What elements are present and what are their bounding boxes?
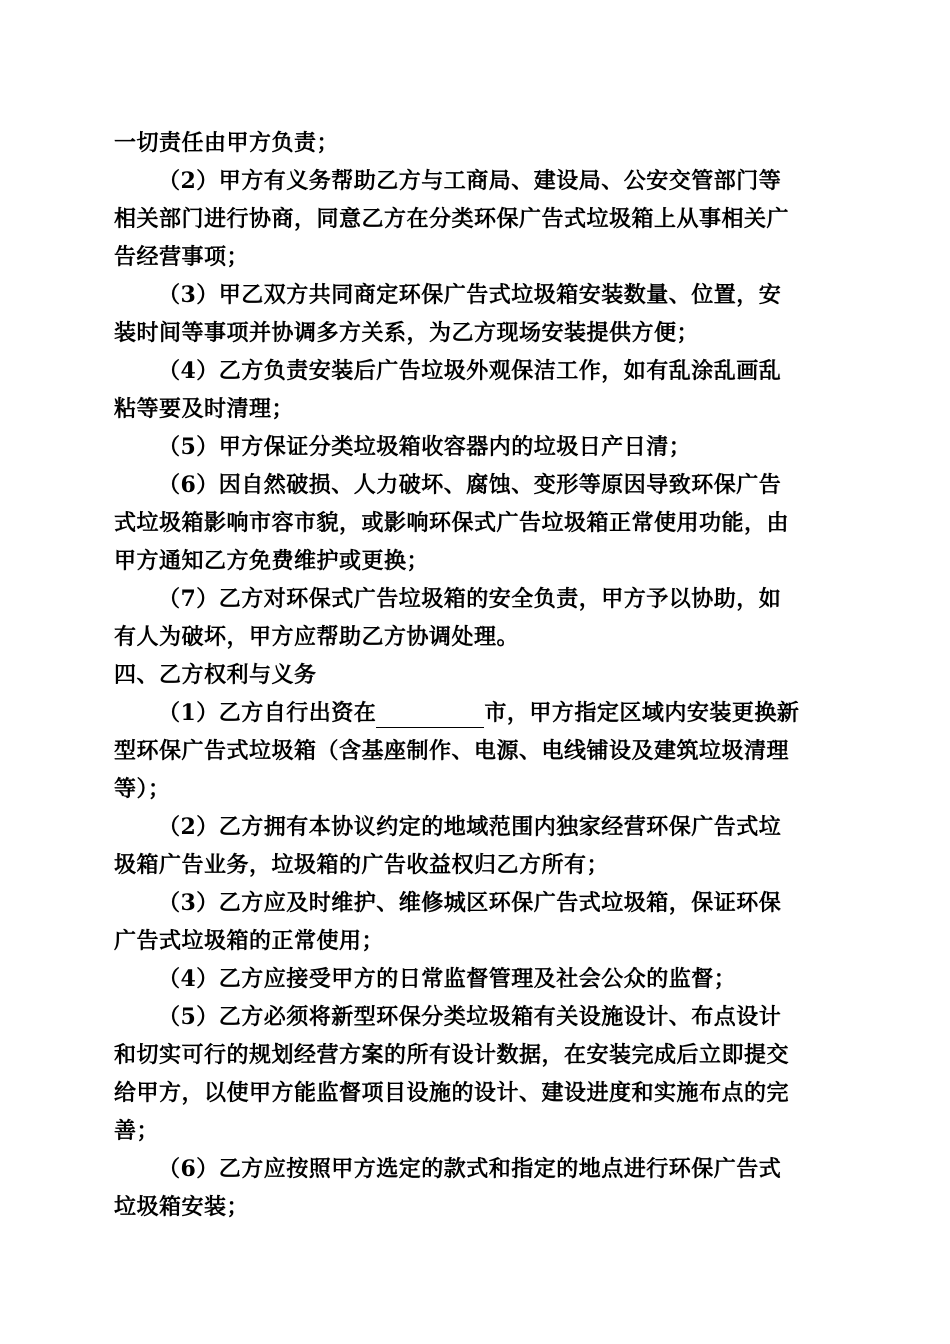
text-line: 装时间等事项并协调多方关系，为乙方现场安装提供方便； bbox=[114, 320, 700, 346]
text-line: （4）乙方负责安装后广告垃圾外观保洁工作，如有乱涂乱画乱 bbox=[158, 358, 782, 384]
text-line: （4）乙方应接受甲方的日常监督管理及社会公众的监督； bbox=[158, 966, 737, 992]
text-line: 圾箱广告业务，垃圾箱的广告收益权归乙方所有； bbox=[114, 852, 610, 878]
text-line: （3）甲乙双方共同商定环保广告式垃圾箱安装数量、位置，安 bbox=[158, 282, 782, 308]
text-line: 给甲方，以使甲方能监督项目设施的设计、建设进度和实施布点的完 bbox=[114, 1080, 790, 1106]
text-line: 广告式垃圾箱的正常使用； bbox=[114, 928, 385, 954]
text-line: 甲方通知乙方免费维护或更换； bbox=[114, 548, 430, 574]
text-line: （6）乙方应按照甲方选定的款式和指定的地点进行环保广告式 bbox=[158, 1156, 782, 1182]
text-line: 告经营事项； bbox=[114, 244, 250, 270]
text-line: （2）甲方有义务帮助乙方与工商局、建设局、公安交管部门等 bbox=[158, 168, 782, 194]
text-segment: 市，甲方指定区域内安装更换新 bbox=[484, 700, 800, 726]
text-line: 等）； bbox=[114, 776, 171, 802]
fill-in-blank bbox=[376, 703, 484, 728]
text-line: （5）乙方必须将新型环保分类垃圾箱有关设施设计、布点设计 bbox=[158, 1004, 782, 1030]
text-segment: （1）乙方自行出资在 bbox=[158, 700, 377, 726]
text-line: 一切责任由甲方负责； bbox=[114, 130, 340, 156]
text-line bbox=[158, 698, 799, 728]
text-line: 有人为破坏，甲方应帮助乙方协调处理。 bbox=[114, 624, 520, 650]
text-line: 和切实可行的规划经营方案的所有设计数据，在安装完成后立即提交 bbox=[114, 1042, 790, 1068]
text-line: 粘等要及时清理； bbox=[114, 396, 295, 422]
section-heading: 四、乙方权利与义务 bbox=[114, 662, 317, 688]
text-line: 垃圾箱安装； bbox=[114, 1194, 250, 1220]
text-line: 型环保广告式垃圾箱（含基座制作、电源、电线铺设及建筑垃圾清理 bbox=[114, 738, 790, 764]
text-line: （3）乙方应及时维护、维修城区环保广告式垃圾箱，保证环保 bbox=[158, 890, 782, 916]
text-line: （7）乙方对环保式广告垃圾箱的安全负责，甲方予以协助，如 bbox=[158, 586, 782, 612]
text-line: 相关部门进行协商，同意乙方在分类环保广告式垃圾箱上从事相关广 bbox=[114, 206, 790, 232]
text-line: （6）因自然破损、人力破坏、腐蚀、变形等原因导致环保广告 bbox=[158, 472, 782, 498]
text-line: 善； bbox=[114, 1118, 160, 1144]
text-line: （2）乙方拥有本协议约定的地域范围内独家经营环保广告式垃 bbox=[158, 814, 782, 840]
text-line: （5）甲方保证分类垃圾箱收容器内的垃圾日产日清； bbox=[158, 434, 692, 460]
text-line: 式垃圾箱影响市容市貌，或影响环保式广告垃圾箱正常使用功能，由 bbox=[114, 510, 790, 536]
